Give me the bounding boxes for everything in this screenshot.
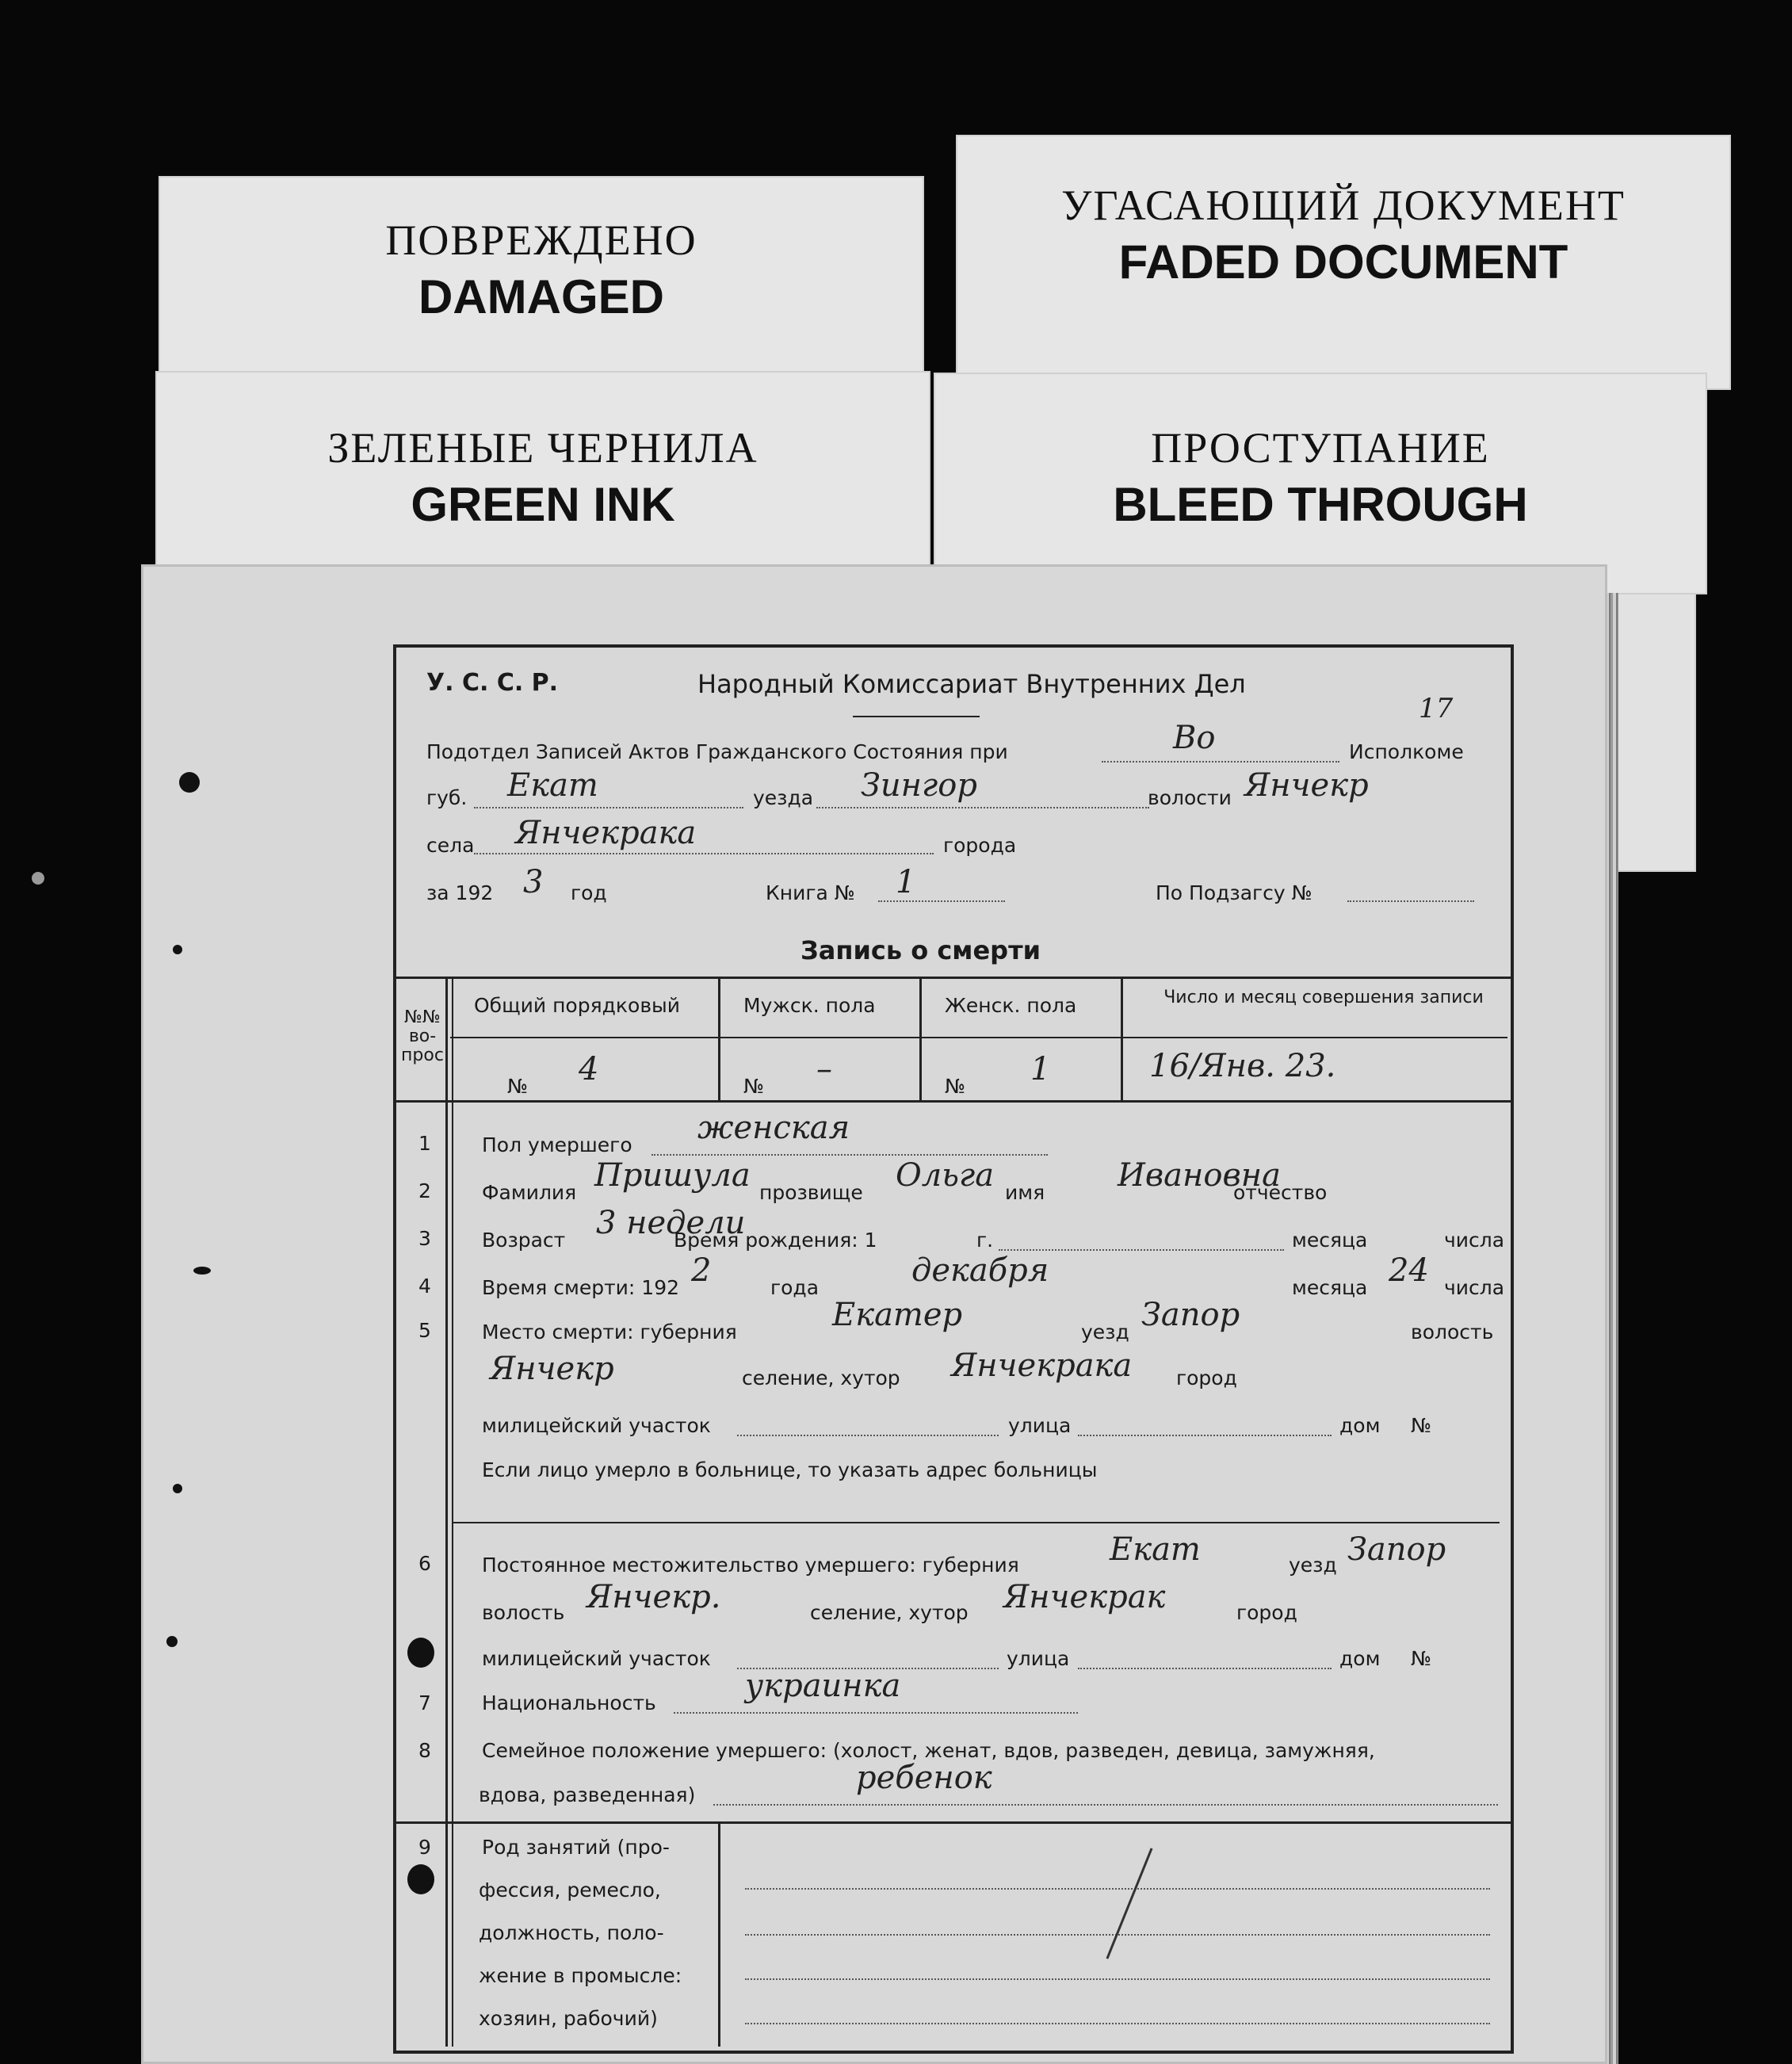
- death-uezd-label: уезд: [1081, 1321, 1129, 1344]
- residence-label: Постоянное местожительство умершего: губерния: [482, 1554, 1019, 1577]
- death-gorod-label: город: [1176, 1366, 1237, 1389]
- death-street-field: [1078, 1435, 1332, 1436]
- col-header-order: Общий порядковый: [474, 994, 681, 1017]
- birth-month-field: [999, 1249, 1284, 1251]
- margin-note: 17: [1419, 693, 1454, 724]
- residence-selo-value: Янчекрак: [1003, 1579, 1166, 1615]
- death-militia-field: [737, 1435, 999, 1436]
- damaged-label-card: [159, 176, 924, 388]
- residence-militia-label: милицейский участок: [482, 1647, 711, 1670]
- green-ink-label-en: GREEN INK: [411, 478, 675, 531]
- birth-month-label: месяца: [1292, 1229, 1368, 1252]
- age-value: 3 недели: [596, 1205, 746, 1241]
- patronymic-value: Ивановна: [1118, 1157, 1281, 1194]
- uezd-field: [816, 807, 1149, 808]
- header-commissariat: Народный Комиссариат Внутренних Дел: [697, 669, 1246, 699]
- ispolkom-label: Исполкоме: [1349, 740, 1464, 763]
- surname-label: Фамилия: [482, 1181, 577, 1204]
- header-underline: [853, 716, 980, 717]
- surname-value: Пришула: [594, 1157, 751, 1194]
- death-uezd-value: Запор: [1141, 1297, 1240, 1333]
- death-street-label: улица: [1008, 1414, 1072, 1437]
- residence-gub-value: Екат: [1110, 1531, 1201, 1568]
- female-no-label: №: [945, 1075, 966, 1098]
- row-number: 3: [418, 1227, 431, 1250]
- row-number: 5: [418, 1319, 431, 1342]
- volost-value: Янчекр: [1244, 767, 1369, 804]
- name-label: имя: [1005, 1181, 1045, 1204]
- order-no-value: 4: [579, 1051, 599, 1087]
- occupation-field: [745, 2023, 1490, 2024]
- row-number: 7: [418, 1691, 431, 1714]
- occupation-field: [745, 1978, 1490, 1980]
- death-day-label: числа: [1444, 1276, 1505, 1299]
- residence-volost-value: Янчекр.: [587, 1579, 721, 1615]
- ispolkom-value: Во: [1173, 720, 1216, 756]
- book-value: 1: [896, 864, 916, 900]
- marital-value: ребенок: [856, 1760, 992, 1796]
- year-suffix-label: год: [571, 881, 607, 904]
- birth-time-label: Время рождения: 1: [674, 1229, 877, 1252]
- row-number: 8: [418, 1739, 431, 1762]
- patronymic-label: отчество: [1233, 1181, 1328, 1204]
- row-number: 9: [418, 1836, 431, 1859]
- punch-hole: [179, 772, 200, 793]
- occupation-label-1: Род занятий (про-: [482, 1836, 670, 1859]
- table-mid-line: [450, 1037, 1507, 1038]
- hospital-label: Если лицо умерло в больнице, то указать адрес больницы: [482, 1458, 1098, 1481]
- name-value: Ольга: [896, 1157, 995, 1194]
- ispolkom-field: [1102, 761, 1339, 763]
- row-number: 2: [418, 1179, 431, 1202]
- faded-label-ru: УГАСАЮЩИЙ ДОКУМЕНТ: [1061, 182, 1626, 229]
- death-month-label: месяца: [1292, 1276, 1368, 1299]
- sex-field: [651, 1154, 1048, 1156]
- residence-street-field: [1078, 1668, 1332, 1669]
- header-ussr: У. С. С. Р.: [426, 669, 559, 697]
- sex-value: женская: [697, 1110, 850, 1146]
- table-col-sep: [452, 977, 453, 2047]
- bleed-through-label-ru: ПРОСТУПАНИЕ: [1151, 424, 1490, 472]
- damaged-label-en: DAMAGED: [418, 270, 664, 323]
- row5-divider: [453, 1522, 1500, 1523]
- punch-hole: [32, 872, 44, 885]
- marital-label: Семейное положение умершего: (холост, женат, вдов, разведен, девица, замужняя,: [482, 1739, 1375, 1762]
- residence-uezd-value: Запор: [1347, 1531, 1446, 1568]
- table-bottom-line: [396, 1100, 1511, 1103]
- book-label: Книга №: [766, 881, 855, 904]
- age-label: Возраст: [482, 1229, 566, 1252]
- birth-year-suffix: г.: [976, 1229, 994, 1252]
- death-house-label: дом: [1339, 1414, 1381, 1437]
- table-col-sep: [1121, 977, 1123, 1100]
- selo-value: Янчекрака: [515, 815, 697, 851]
- marital-field: [713, 1804, 1498, 1806]
- punch-hole: [193, 1267, 211, 1275]
- residence-street-label: улица: [1007, 1647, 1070, 1670]
- occupation-label-4: жение в промысле:: [479, 1964, 682, 1987]
- gub-field: [474, 807, 743, 808]
- punch-hole: [166, 1636, 178, 1647]
- residence-no-label: №: [1411, 1647, 1432, 1670]
- male-value: –: [816, 1051, 832, 1087]
- female-value: 1: [1030, 1051, 1051, 1087]
- punch-hole: [173, 1484, 182, 1493]
- residence-gorod-label: город: [1236, 1601, 1297, 1624]
- table-top-line: [396, 977, 1511, 979]
- death-year-suffix: года: [770, 1276, 820, 1299]
- bleed-through-label-en: BLEED THROUGH: [1113, 478, 1528, 531]
- selo-label: села: [426, 834, 475, 857]
- nationality-field: [674, 1712, 1078, 1714]
- birth-day-label: числа: [1444, 1229, 1505, 1252]
- col-header-date: Число и месяц совершения записи: [1163, 988, 1484, 1007]
- uezd-value: Зингор: [861, 767, 977, 804]
- col-header-question: №№ во- прос: [401, 1007, 444, 1065]
- record-date-value: 16/Янв. 23.: [1149, 1048, 1336, 1084]
- row-number: 4: [418, 1275, 431, 1298]
- male-no-label: №: [743, 1075, 765, 1098]
- order-no-label: №: [507, 1075, 529, 1098]
- table-col-sep: [445, 977, 448, 2047]
- bleed-through-label-card: [934, 373, 1707, 594]
- table-col-sep: [718, 977, 720, 1100]
- sex-label: Пол умершего: [482, 1133, 632, 1156]
- row-number: 6: [418, 1552, 431, 1575]
- faded-label-card: [956, 135, 1731, 390]
- form-title: Запись о смерти: [800, 935, 1041, 965]
- death-volost-value: Янчекр: [490, 1351, 614, 1387]
- row-number: 1: [418, 1132, 431, 1155]
- marital-label-cont: вдова, разведенная): [479, 1783, 696, 1806]
- volost-label: волости: [1148, 786, 1232, 809]
- death-gub-value: Екатер: [832, 1297, 963, 1333]
- death-place-label: Место смерти: губерния: [482, 1321, 737, 1344]
- table-col-sep: [919, 977, 922, 1100]
- row8-divider: [396, 1821, 1511, 1824]
- podzags-field: [1347, 900, 1474, 902]
- damaged-label-ru: ПОВРЕЖДЕНО: [385, 216, 697, 264]
- punch-hole: [173, 945, 182, 954]
- faded-label-en: FADED DOCUMENT: [1118, 235, 1568, 289]
- death-month-value: декабря: [911, 1252, 1049, 1289]
- occupation-field: [745, 1888, 1490, 1890]
- uezd-label: уезда: [753, 786, 814, 809]
- residence-house-label: дом: [1339, 1647, 1381, 1670]
- zags-subdept-label: Подотдел Записей Актов Гражданского Состояния при: [426, 740, 1008, 763]
- gub-value: Екат: [507, 767, 598, 804]
- residence-uezd-label: уезд: [1289, 1554, 1337, 1577]
- col-header-female: Женск. пола: [945, 994, 1077, 1017]
- green-ink-label-card: [155, 371, 930, 587]
- occupation-label-2: фессия, ремесло,: [479, 1879, 661, 1902]
- book-field: [878, 900, 1005, 902]
- year-label: за 192: [426, 881, 494, 904]
- death-volost-label: волость: [1411, 1321, 1494, 1344]
- death-day-value: 24: [1389, 1252, 1429, 1289]
- occupation-label-3: должность, поло-: [479, 1921, 664, 1944]
- death-no-label: №: [1411, 1414, 1432, 1437]
- gorod-label: города: [943, 834, 1017, 857]
- death-time-label: Время смерти: 192: [482, 1276, 679, 1299]
- year-value: 3: [523, 864, 544, 900]
- green-ink-label-ru: ЗЕЛЕНЫЕ ЧЕРНИЛА: [327, 424, 758, 472]
- podzags-label: По Подзагсу №: [1156, 881, 1312, 904]
- death-selo-value: Янчекрака: [951, 1347, 1133, 1384]
- residence-volost-label: волость: [482, 1601, 565, 1624]
- col-header-male: Мужск. пола: [743, 994, 876, 1017]
- nationality-label: Национальность: [482, 1691, 656, 1714]
- death-selo-label: селение, хутор: [742, 1366, 900, 1389]
- death-militia-label: милицейский участок: [482, 1414, 711, 1437]
- occupation-label-5: хозяин, рабочий): [479, 2007, 658, 2030]
- nickname-label: прозвище: [759, 1181, 863, 1204]
- gub-label: губ.: [426, 786, 468, 809]
- nationality-value: украинка: [745, 1668, 901, 1704]
- residence-selo-label: селение, хутор: [810, 1601, 969, 1624]
- row9-col-sep: [718, 1821, 720, 2047]
- selo-field: [474, 853, 934, 854]
- death-year-value: 2: [691, 1252, 712, 1289]
